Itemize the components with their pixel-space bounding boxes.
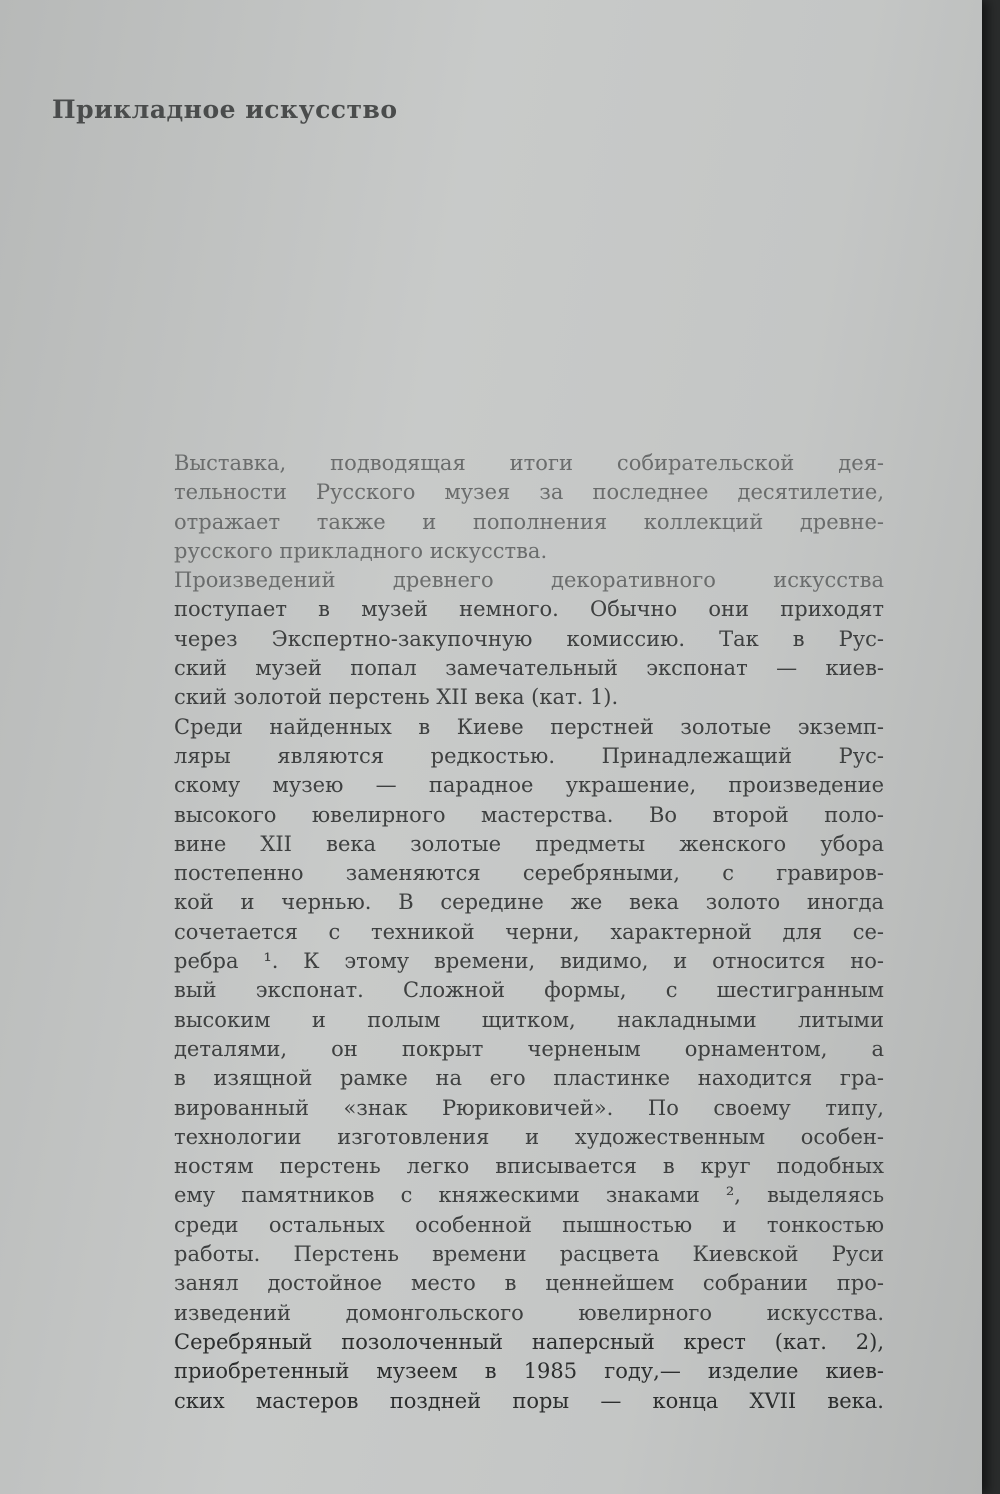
text-line: Произведений древнего декоративного искусства xyxy=(174,568,884,593)
text-line: вый экспонат. Сложной формы, с шестигранным xyxy=(174,978,884,1003)
text-line: работы. Перстень времени расцвета Киевской Руси xyxy=(174,1242,884,1267)
text-line: в изящной рамке на его пластинке находится гра- xyxy=(174,1066,884,1091)
text-line: высоким и полым щитком, накладными литыми xyxy=(174,1007,884,1032)
text-line: высокого ювелирного мастерства. Во второй поло- xyxy=(174,802,884,827)
text-line: кой и чернью. В середине же века золото иногда xyxy=(174,890,884,915)
text-line: русского прикладного искусства. xyxy=(174,538,548,563)
body-text xyxy=(174,449,884,1416)
text-line: среди остальных особенной пышностью и тонкостью xyxy=(174,1212,884,1237)
text-line: ностям перстень легко вписывается в круг подобных xyxy=(174,1154,884,1179)
text-line: Среди найденных в Киеве перстней золотые экземп- xyxy=(174,714,884,739)
text-line: ляры являются редкостью. Принадлежащий Рус- xyxy=(174,743,884,768)
text-line: ский золотой перстень XII века (кат. 1). xyxy=(174,685,619,710)
text-line: деталями, он покрыт черненым орнаментом, а xyxy=(174,1036,884,1061)
text-line: занял достойное место в ценнейшем собрании про- xyxy=(174,1271,884,1296)
text-line: ских мастеров поздней поры — конца XVII века. xyxy=(174,1388,884,1413)
text-line: постепенно заменяются серебряными, с гравиров- xyxy=(174,861,884,886)
text-line: отражает также и пополнения коллекций древне- xyxy=(174,509,884,534)
text-line: скому музею — парадное украшение, произведение xyxy=(174,773,884,798)
text-line: вированный «знак Рюриковичей». По своему типу, xyxy=(174,1095,884,1120)
text-line: сочетается с техникой черни, характерной для се- xyxy=(174,919,884,944)
text-line: вине XII века золотые предметы женского убора xyxy=(174,831,884,856)
text-line: Выставка, подводящая итоги собирательской дея- xyxy=(174,451,884,475)
text-line: поступает в музей немного. Обычно они приходят xyxy=(174,597,884,622)
section-heading: Прикладное искусство xyxy=(52,95,398,124)
text-line: ский музей попал замечательный экспонат — киев- xyxy=(174,656,884,681)
text-line: приобретенный музеем в 1985 году,— изделие киев- xyxy=(174,1359,884,1384)
text-line: тельности Русского музея за последнее десятилетие, xyxy=(174,480,884,505)
text-line: ему памятников с княжескими знаками ², выделяясь xyxy=(174,1183,884,1208)
text-line: изведений домонгольского ювелирного искусства. xyxy=(174,1300,884,1325)
text-line: ребра ¹. К этому времени, видимо, и относится но- xyxy=(174,949,884,974)
text-line: технологии изготовления и художественным особен- xyxy=(174,1124,884,1149)
text-line: через Экспертно-закупочную комиссию. Так в Рус- xyxy=(174,626,884,651)
text-line: Серебряный позолоченный наперсный крест (кат. 2), xyxy=(174,1329,884,1354)
